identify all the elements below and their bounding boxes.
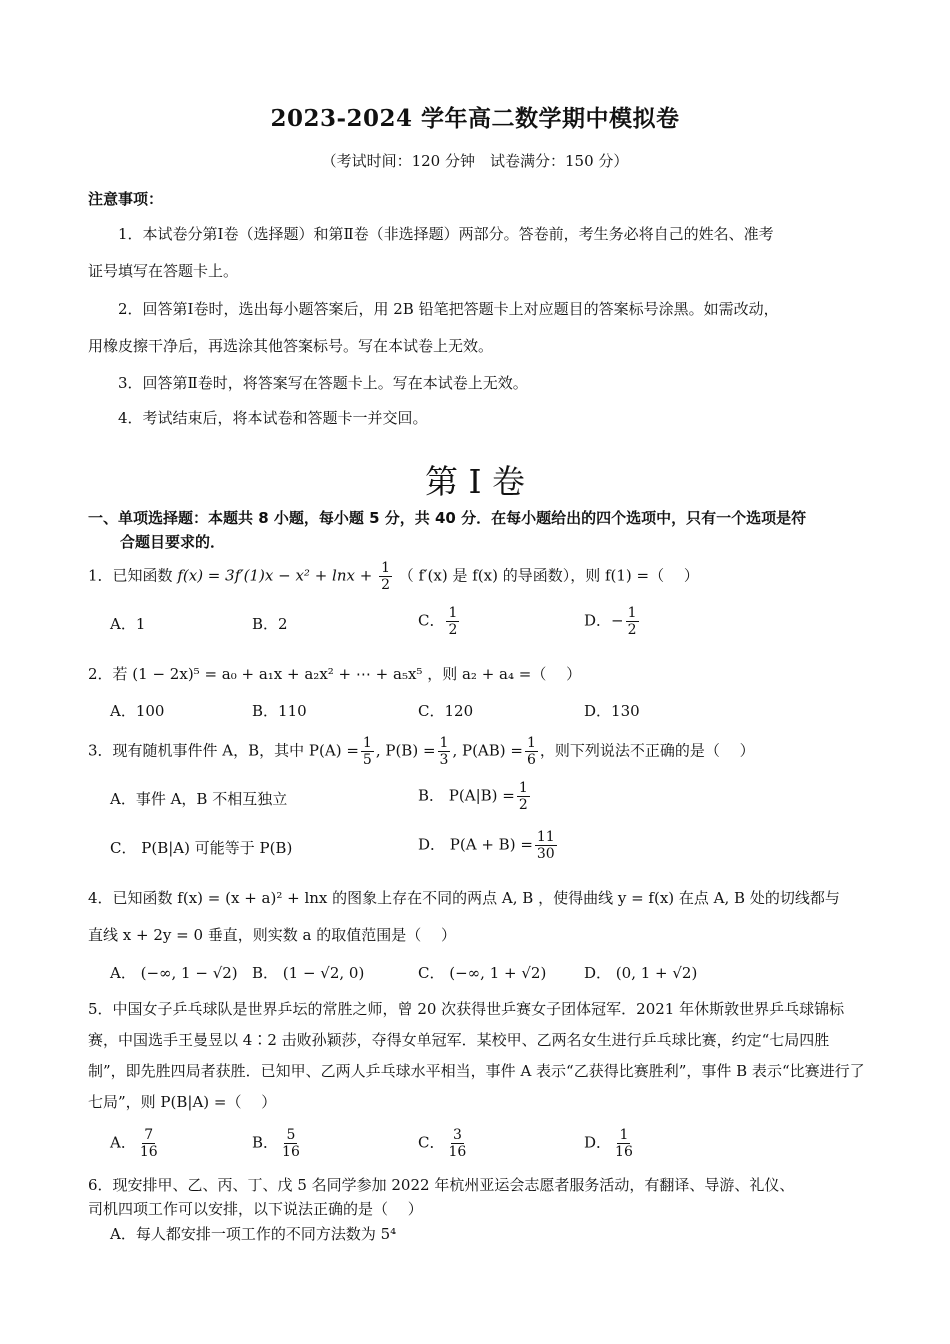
q3-fraction-3-den: 6 [526, 752, 536, 768]
page-title: 2023-2024 学年高二数学期中模拟卷 [270, 105, 680, 132]
question-6-line-1: 6．现安排甲、乙、丙、丁、戊 5 名同学参加 2022 年杭州亚运会志愿者服务活动，有翻译、导游、礼仪、 [88, 1176, 795, 1194]
q5-option-c[interactable] [418, 1127, 470, 1160]
q6-option-a[interactable]: A．每人都安排一项工作的不同方法数为 5⁴ [110, 1225, 397, 1243]
section-heading-line-2: 合题目要求的． [120, 533, 226, 551]
q5-option-d-label: D． [584, 1133, 612, 1152]
q3-option-b-num: 1 [518, 780, 528, 796]
q3-fraction-2-num: 1 [439, 735, 449, 751]
q3-suffix: ，则下列说法不正确的是（ ） [539, 741, 755, 760]
q1-suffix: （ f′(x) 是 f(x) 的导函数），则 f(1) =（ ） [398, 566, 699, 585]
q4-option-c[interactable]: C． (−∞, 1 + √2) [418, 964, 547, 982]
q5-option-c-num: 3 [452, 1127, 462, 1143]
section-heading-line-1: 一、单项选择题：本题共 8 小题，每小题 5 分，共 40 分．在每小题给出的四个选项中，只有一个选项是符 [88, 509, 807, 527]
question-4-line-2: 直线 x + 2y = 0 垂直，则实数 a 的取值范围是（ ） [88, 926, 457, 944]
q3-prefix: 3．现有随机事件件 A，B，其中 P(A) = [88, 741, 359, 760]
q5-option-b[interactable] [252, 1127, 304, 1160]
q5-option-a-fraction [138, 1127, 160, 1160]
question-5: 5．中国女子乒乓球队是世界乒坛的常胜之师，曾 20 次获得世乒赛女子团体冠军．2021 年休斯敦世界乒乓球锦标赛，中国选手王曼昱以 4∶2 击败孙颖莎，夺得女单冠军．某校甲、乙两名女生进行乒乓球比赛，约定“七局四胜制”，即先胜四局者获胜．已知甲、乙两人乒乓球水平相当，事件 A 表示“乙获得比赛胜利”，事件 B 表示“比赛进行了七局”，则 P(B|A) =（ ） [88, 1000, 865, 1111]
q5-option-c-fraction [446, 1127, 468, 1160]
q5-option-b-num: 5 [286, 1127, 296, 1143]
q2-option-b[interactable]: B．110 [252, 702, 307, 720]
q3-option-d-num: 11 [536, 829, 555, 845]
q1-option-d-den: 2 [627, 622, 637, 638]
question-6-line-2: 司机四项工作可以安排，以下说法正确的是（ ） [88, 1200, 423, 1218]
q3-fraction-1 [361, 735, 374, 768]
q1-fraction-num: 1 [381, 560, 390, 576]
q3-option-a[interactable]: A．事件 A，B 不相互独立 [110, 790, 288, 808]
q5-option-d-den: 16 [615, 1144, 633, 1160]
q1-expression: f(x) = 3f′(1)x − x² + lnx + [177, 566, 373, 585]
q1-option-d-num: 1 [627, 605, 637, 621]
q1-option-d[interactable] [584, 605, 641, 638]
note-3: 3．回答第Ⅱ卷时，将答案写在答题卡上。写在本试卷上无效。 [118, 374, 528, 392]
q1-option-d-label: D．− [584, 611, 624, 630]
q3-fraction-2-den: 3 [439, 752, 449, 768]
q1-option-c-label: C． [418, 611, 445, 630]
exam-info: （考试时间：120 分钟 试卷满分：150 分） [321, 152, 629, 170]
q3-fraction-1-den: 5 [362, 752, 372, 768]
q3-option-d[interactable] [418, 829, 559, 862]
q3-fraction-3-num: 1 [526, 735, 536, 751]
q3-mid-1: , P(B) = [375, 741, 436, 760]
note-2-line-2: 用橡皮擦干净后，再选涂其他答案标号。写在本试卷上无效。 [88, 337, 494, 355]
note-4: 4．考试结束后，将本试卷和答题卡一并交回。 [118, 409, 428, 427]
q3-option-b-label: B． P(A|B) = [418, 786, 515, 805]
q5-option-c-den: 16 [448, 1144, 467, 1160]
q5-option-a-num: 7 [144, 1127, 154, 1143]
section-heading [88, 506, 878, 554]
q4-option-d[interactable]: D． (0, 1 + √2) [584, 964, 698, 982]
q1-option-b[interactable]: B．2 [252, 615, 288, 633]
question-1 [88, 560, 878, 593]
q4-option-b[interactable]: B． (1 − √2, 0) [252, 964, 365, 982]
q2-option-d[interactable]: D．130 [584, 702, 640, 720]
q5-option-b-fraction [280, 1127, 302, 1160]
question-2: 2．若 (1 − 2x)⁵ = a₀ + a₁x + a₂x² + ⋯ + a₅x⁵ ，则 a₂ + a₄ =（ ） [88, 665, 582, 683]
q3-option-b[interactable] [418, 780, 532, 813]
q3-option-b-fraction [517, 780, 530, 813]
q1-fraction-den: 2 [381, 577, 390, 593]
note-2-line-1: 2．回答第Ⅰ卷时，选出每小题答案后，用 2B 铅笔把答题卡上对应题目的答案标号涂黑。如需改动， [118, 300, 779, 318]
q5-option-a-label: A． [110, 1133, 136, 1152]
note-1-line-2: 证号填写在答题卡上。 [88, 262, 239, 280]
volume-title: 第 I 卷 [424, 462, 525, 501]
q5-option-c-label: C． [418, 1133, 445, 1152]
q3-option-d-den: 30 [536, 846, 555, 862]
question-4-line-1: 4．已知函数 f(x) = (x + a)² + lnx 的图象上存在不同的两点 A, B ，使得曲线 y = f(x) 在点 A, B 处的切线都与 [88, 889, 840, 907]
q5-option-a[interactable] [110, 1127, 162, 1160]
q3-fraction-1-num: 1 [362, 735, 372, 751]
q5-option-b-den: 16 [282, 1144, 300, 1160]
q1-option-d-fraction [626, 605, 639, 638]
q2-option-c[interactable]: C．120 [418, 702, 474, 720]
q5-option-d-num: 1 [619, 1127, 629, 1143]
q5-option-d[interactable] [584, 1127, 637, 1160]
q3-option-c[interactable]: C． P(B|A) 可能等于 P(B) [110, 839, 293, 857]
q3-fraction-2 [438, 735, 451, 768]
note-1-line-1: 1．本试卷分第Ⅰ卷（选择题）和第Ⅱ卷（非选择题）两部分。答卷前，考生务必将自己的姓名、准考 [118, 225, 774, 243]
q3-fraction-3 [525, 735, 538, 768]
q2-option-a[interactable]: A．100 [110, 702, 165, 720]
q4-option-a[interactable]: A． (−∞, 1 − √2) [110, 964, 238, 982]
q5-option-a-den: 16 [139, 1144, 158, 1160]
q3-mid-2: , P(AB) = [452, 741, 523, 760]
q3-option-b-den: 2 [518, 797, 528, 813]
q3-option-d-fraction [535, 829, 557, 862]
q1-prefix: 1．已知函数 [88, 566, 173, 585]
q1-option-c-den: 2 [448, 622, 458, 638]
notes-heading: 注意事项： [88, 190, 164, 208]
q1-option-c-fraction [446, 605, 459, 638]
q5-option-b-label: B． [252, 1133, 279, 1152]
question-3 [88, 735, 878, 768]
q1-option-c[interactable] [418, 605, 461, 638]
q3-option-d-label: D． P(A + B) = [418, 835, 533, 854]
q1-fraction [379, 560, 392, 593]
q5-option-d-fraction [613, 1127, 635, 1160]
q1-option-c-num: 1 [448, 605, 458, 621]
q1-option-a[interactable]: A．1 [110, 615, 146, 633]
